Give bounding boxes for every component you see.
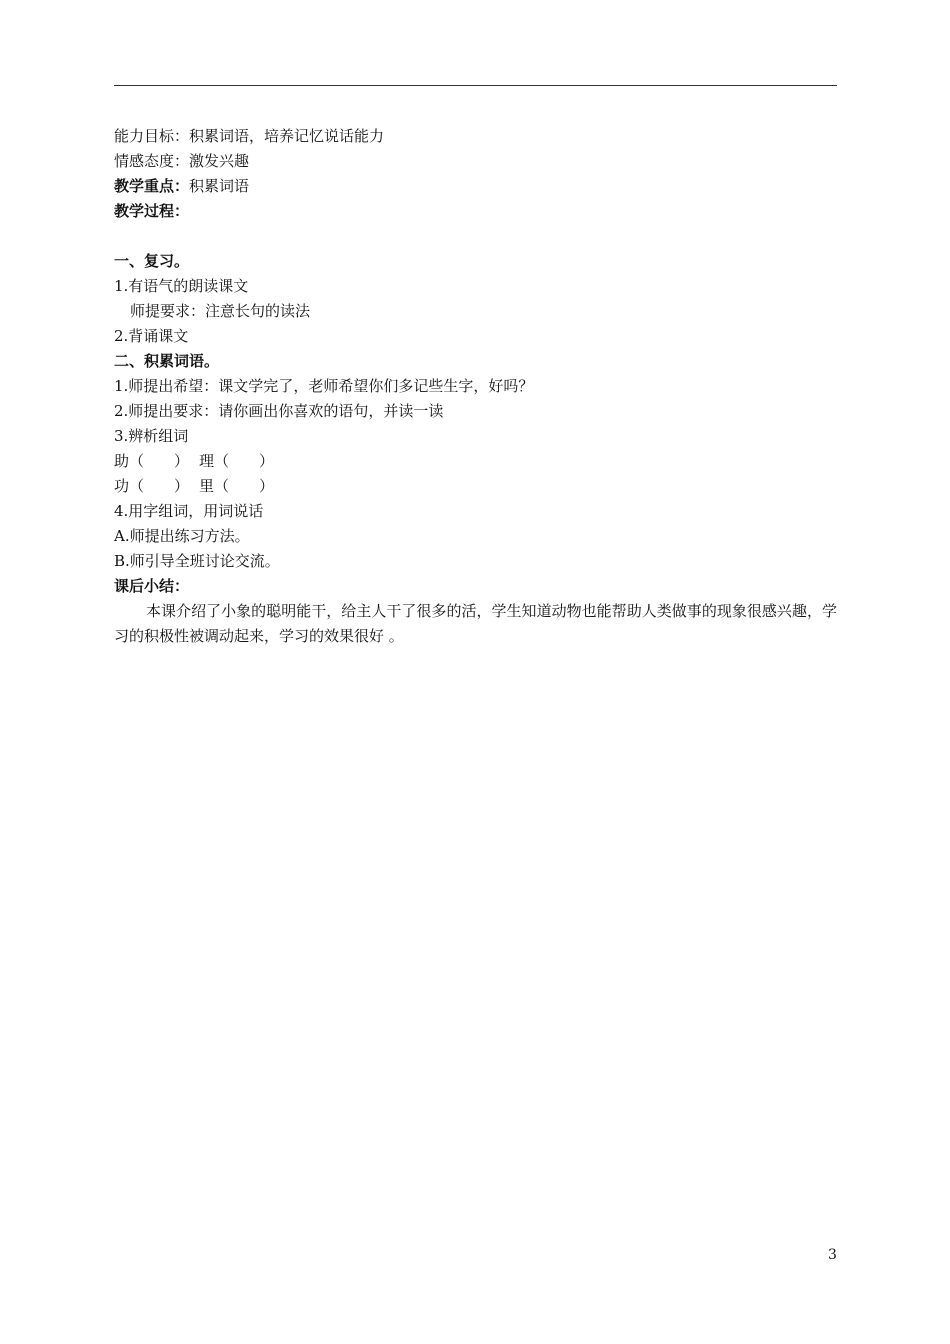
ability-text: 积累词语，培养记忆说话能力 <box>189 127 385 145</box>
word-blank: 里（ ） <box>199 477 275 495</box>
section2-item: 2.师提出要求：请你画出你喜欢的语句，并读一读 <box>114 402 444 420</box>
word-blank: 理（ ） <box>199 452 275 470</box>
header-rule <box>114 85 837 86</box>
section1-item: 2.背诵课文 <box>114 327 189 345</box>
section1-heading: 一、复习。 <box>114 252 190 270</box>
word-pair-row <box>114 449 837 474</box>
key-point-label: 教学重点： <box>114 177 190 195</box>
section1-item: 1.有语气的朗读课文 <box>114 277 249 295</box>
word-blank: 助（ ） <box>114 452 190 470</box>
emotion-text: 激发兴趣 <box>189 152 250 170</box>
section2-item: 4.用字组词，用词说话 <box>114 502 264 520</box>
spacer <box>114 224 837 249</box>
ability-label: 能力目标： <box>114 127 190 145</box>
summary-paragraph: 本课介绍了小象的聪明能干，给主人干了很多的活，学生知道动物也能帮助人类做事的现象很感兴趣，学习的积极性被调动起来，学习的效果很好 。 <box>114 602 837 645</box>
section2-item: A.师提出练习方法。 <box>114 527 250 545</box>
section2-item: B.师引导全班讨论交流。 <box>114 552 280 570</box>
summary-heading: 课后小结： <box>114 577 190 595</box>
process-heading: 教学过程： <box>114 202 190 220</box>
key-point-text: 积累词语 <box>189 177 250 195</box>
section1-item: 师提要求：注意长句的读法 <box>130 302 311 320</box>
ability-objective <box>114 124 837 149</box>
emotion-label: 情感态度： <box>114 152 190 170</box>
section2-heading: 二、积累词语。 <box>114 352 220 370</box>
word-blank: 功（ ） <box>114 477 190 495</box>
key-point <box>114 174 837 199</box>
section2-item: 1.师提出希望：课文学完了，老师希望你们多记些生字，好吗？ <box>114 377 534 395</box>
lesson-plan-body <box>114 124 837 649</box>
emotion-objective <box>114 149 837 174</box>
page-number: 3 <box>828 1247 837 1263</box>
section2-item: 3.辨析组词 <box>114 427 189 445</box>
word-pair-row <box>114 474 837 499</box>
